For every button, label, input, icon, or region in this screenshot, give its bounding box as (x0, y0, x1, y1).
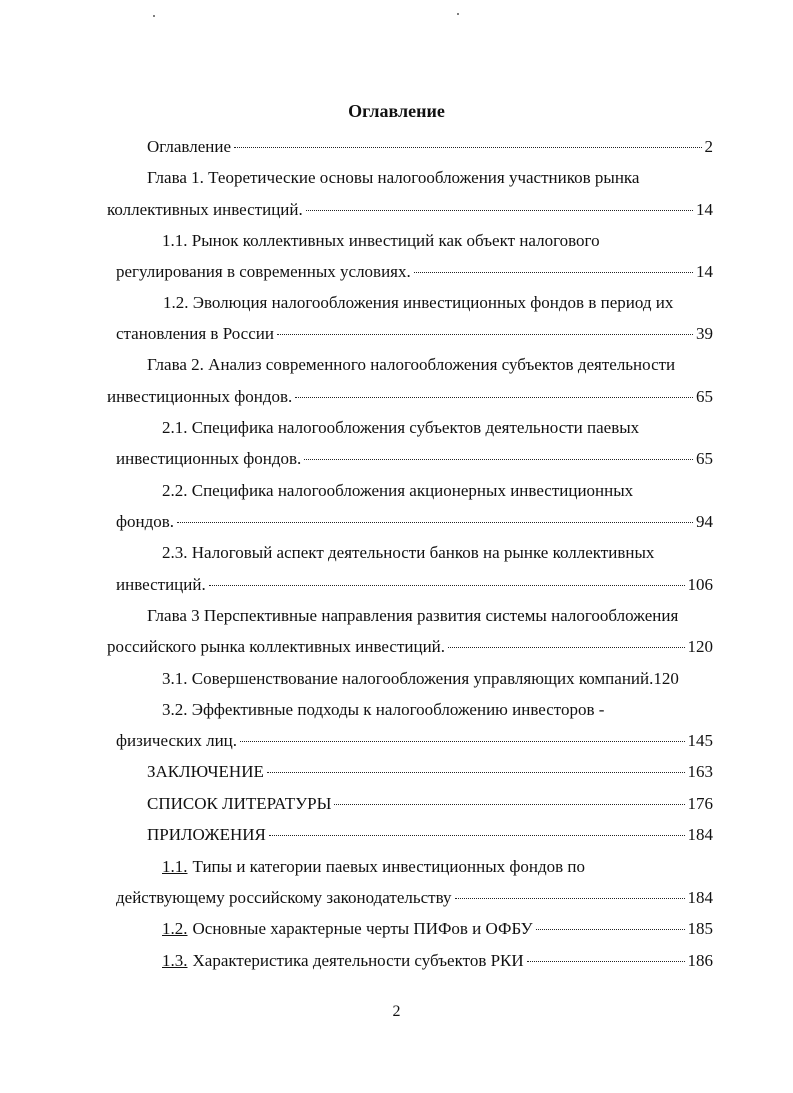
leader-dots (177, 522, 693, 523)
toc-page-number: 14 (696, 262, 713, 281)
toc-page-number: 65 (696, 449, 713, 468)
leader-dots (306, 210, 693, 211)
toc-page-number: 120 (653, 669, 679, 688)
leader-dots (455, 898, 685, 899)
toc-entry-text: становления в России (116, 324, 274, 343)
leader-dots (414, 272, 693, 273)
toc-page-number: 120 (687, 637, 713, 656)
leader-dots (295, 397, 693, 398)
toc-page-number: 39 (696, 324, 713, 343)
toc-entry-text: СПИСОК ЛИТЕРАТУРЫ (147, 794, 332, 813)
toc-page-number: 184 (687, 825, 713, 844)
toc-entry-text: Глава 2. Анализ современного налогообложения субъектов деятельности (147, 355, 676, 374)
toc-entry-text: 2.3. Налоговый аспект деятельности банков на рынке коллективных (162, 543, 655, 562)
toc-page-number: 185 (687, 919, 713, 938)
toc-entry-text: инвестиционных фондов. (107, 387, 293, 406)
toc-page-number: 176 (687, 794, 713, 813)
toc-entry-text: 3.1. Совершенствование налогообложения управляющих компаний. (162, 669, 654, 688)
leader-dots (267, 772, 685, 773)
toc-entry-text: Основные характерные черты ПИФов и ОФБУ (192, 919, 533, 938)
toc-page-number: 163 (687, 762, 713, 781)
toc-entry-text: 2.1. Специфика налогообложения субъектов деятельности паевых (162, 418, 640, 437)
toc-page-number: 14 (696, 200, 713, 219)
leader-dots (304, 459, 693, 460)
leader-dots (269, 835, 685, 836)
leader-dots (209, 585, 685, 586)
leader-dots (334, 804, 684, 805)
toc-entry-text: фондов. (116, 512, 175, 531)
toc-entry-text: Типы и категории паевых инвестиционных фондов по (192, 857, 586, 876)
appendix-number: 1.3. (162, 951, 188, 970)
scan-speck (153, 15, 155, 17)
appendix-number: 1.2. (162, 919, 188, 938)
toc-page-number: 2 (704, 137, 713, 156)
toc-page-number: 145 (687, 731, 713, 750)
leader-dots (448, 647, 684, 648)
toc-entry-text: ПРИЛОЖЕНИЯ (147, 825, 266, 844)
toc-page-number: 106 (687, 575, 713, 594)
toc-page-number: 94 (696, 512, 713, 531)
toc-title: Оглавление (348, 101, 445, 121)
toc-entry-text: инвестиционных фондов. (116, 449, 302, 468)
appendix-number: 1.1. (162, 857, 188, 876)
toc-entry-text: Глава 3 Перспективные направления развития системы налогообложения (147, 606, 679, 625)
toc-entry-text: Характеристика деятельности субъектов РКИ (192, 951, 524, 970)
toc-entry-text: Оглавление (147, 137, 231, 156)
toc-entry-text: действующему российскому законодательству (116, 888, 452, 907)
scan-speck (457, 13, 459, 15)
toc-entry-text: российского рынка коллективных инвестиций. (107, 637, 446, 656)
toc-entry-text: инвестиций. (116, 575, 206, 594)
toc-entry-text: физических лиц. (116, 731, 238, 750)
toc-entry-text: Глава 1. Теоретические основы налогообложения участников рынка (147, 168, 640, 187)
leader-dots (527, 961, 685, 962)
toc-entry-text: ЗАКЛЮЧЕНИЕ (147, 762, 264, 781)
leader-dots (277, 334, 693, 335)
toc-entry-text: коллективных инвестиций. (107, 200, 303, 219)
toc-page-number: 184 (687, 888, 713, 907)
toc-entry-text: регулирования в современных условиях. (116, 262, 411, 281)
toc-entry-text: 1.1. Рынок коллективных инвестиций как объект налогового (162, 231, 600, 250)
toc-entry-text: 2.2. Специфика налогообложения акционерных инвестиционных (162, 481, 634, 500)
toc-entry-text: 1.2. Эволюция налогообложения инвестиционных фондов в период их (163, 293, 674, 312)
leader-dots (536, 929, 685, 930)
toc-page-number: 65 (696, 387, 713, 406)
leader-dots (234, 147, 702, 148)
toc-entry-text: 3.2. Эффективные подходы к налогообложению инвесторов - (162, 700, 605, 719)
page-number: 2 (392, 1003, 401, 1020)
leader-dots (240, 741, 684, 742)
toc-page-number: 186 (687, 951, 713, 970)
